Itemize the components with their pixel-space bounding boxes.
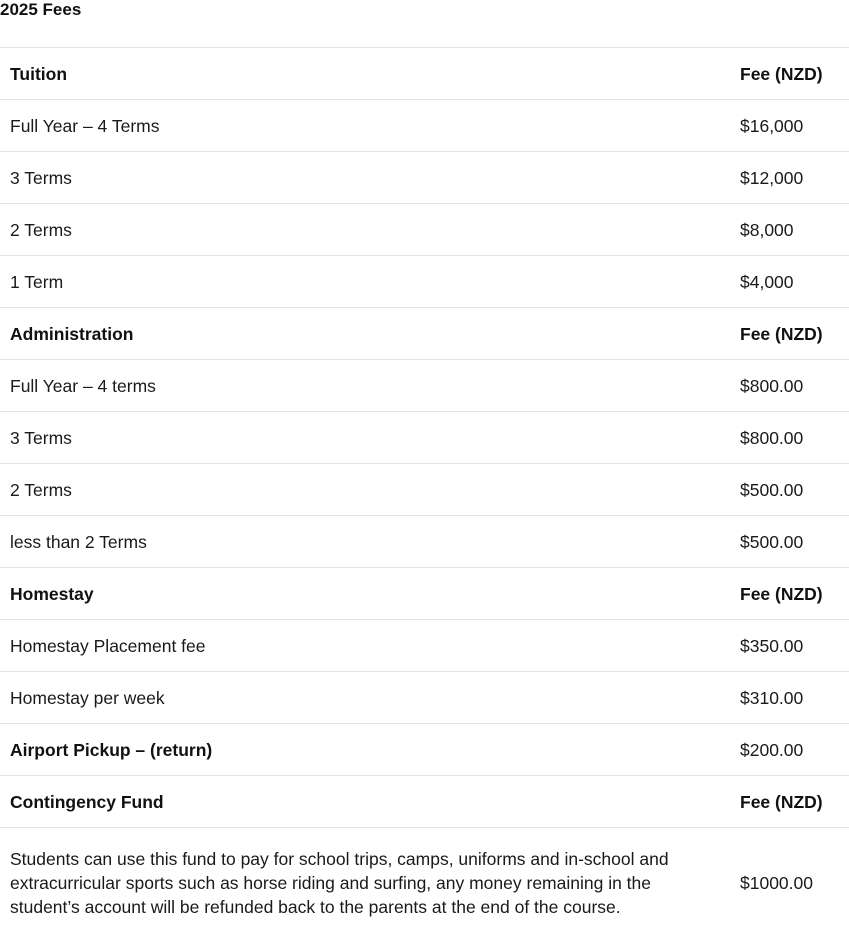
row-fee: $800.00 bbox=[740, 412, 849, 464]
table-row bbox=[0, 100, 849, 152]
table-row bbox=[0, 256, 849, 308]
administration-heading: Administration bbox=[0, 308, 740, 360]
table-row bbox=[0, 360, 849, 412]
table-row bbox=[0, 620, 849, 672]
tuition-heading: Tuition bbox=[0, 48, 740, 100]
administration-header-row bbox=[0, 308, 849, 360]
administration-fee-heading: Fee (NZD) bbox=[740, 308, 849, 360]
row-fee: $8,000 bbox=[740, 204, 849, 256]
row-fee: $4,000 bbox=[740, 256, 849, 308]
contingency-heading: Contingency Fund bbox=[0, 776, 740, 828]
row-label: Full Year – 4 Terms bbox=[0, 100, 740, 152]
row-label: Homestay per week bbox=[0, 672, 740, 724]
airport-pickup-label: Airport Pickup – (return) bbox=[0, 724, 740, 776]
row-label: 3 Terms bbox=[0, 412, 740, 464]
row-fee: $12,000 bbox=[740, 152, 849, 204]
contingency-description: Students can use this fund to pay for school trips, camps, uniforms and in-school and extracurricular sports such as horse riding and surfing, any money remaining in the student’s account will be refunded back to the parents at the end of the course. bbox=[10, 849, 669, 917]
table-row bbox=[0, 204, 849, 256]
table-row bbox=[0, 516, 849, 568]
contingency-fee-heading: Fee (NZD) bbox=[740, 776, 849, 828]
fees-table bbox=[0, 47, 849, 926]
page-title: 2025 Fees bbox=[0, 0, 82, 19]
row-fee: $16,000 bbox=[740, 100, 849, 152]
table-row bbox=[0, 152, 849, 204]
homestay-header-row bbox=[0, 568, 849, 620]
row-fee: $500.00 bbox=[740, 464, 849, 516]
row-fee: $350.00 bbox=[740, 620, 849, 672]
homestay-fee-heading: Fee (NZD) bbox=[740, 568, 849, 620]
row-label: Homestay Placement fee bbox=[0, 620, 740, 672]
contingency-fee: $1000.00 bbox=[740, 873, 813, 893]
row-label: less than 2 Terms bbox=[0, 516, 740, 568]
row-fee: $500.00 bbox=[740, 516, 849, 568]
row-fee: $310.00 bbox=[740, 672, 849, 724]
row-label: Full Year – 4 terms bbox=[0, 360, 740, 412]
table-row bbox=[0, 464, 849, 516]
table-row bbox=[0, 412, 849, 464]
row-fee: $800.00 bbox=[740, 360, 849, 412]
contingency-description-row bbox=[0, 828, 849, 927]
tuition-header-row bbox=[0, 48, 849, 100]
tuition-fee-heading: Fee (NZD) bbox=[740, 48, 849, 100]
row-label: 3 Terms bbox=[0, 152, 740, 204]
table-row bbox=[0, 672, 849, 724]
row-label: 2 Terms bbox=[0, 204, 740, 256]
airport-pickup-fee: $200.00 bbox=[740, 724, 849, 776]
row-label: 1 Term bbox=[0, 256, 740, 308]
row-label: 2 Terms bbox=[0, 464, 740, 516]
airport-pickup-row bbox=[0, 724, 849, 776]
homestay-heading: Homestay bbox=[0, 568, 740, 620]
contingency-header-row bbox=[0, 776, 849, 828]
